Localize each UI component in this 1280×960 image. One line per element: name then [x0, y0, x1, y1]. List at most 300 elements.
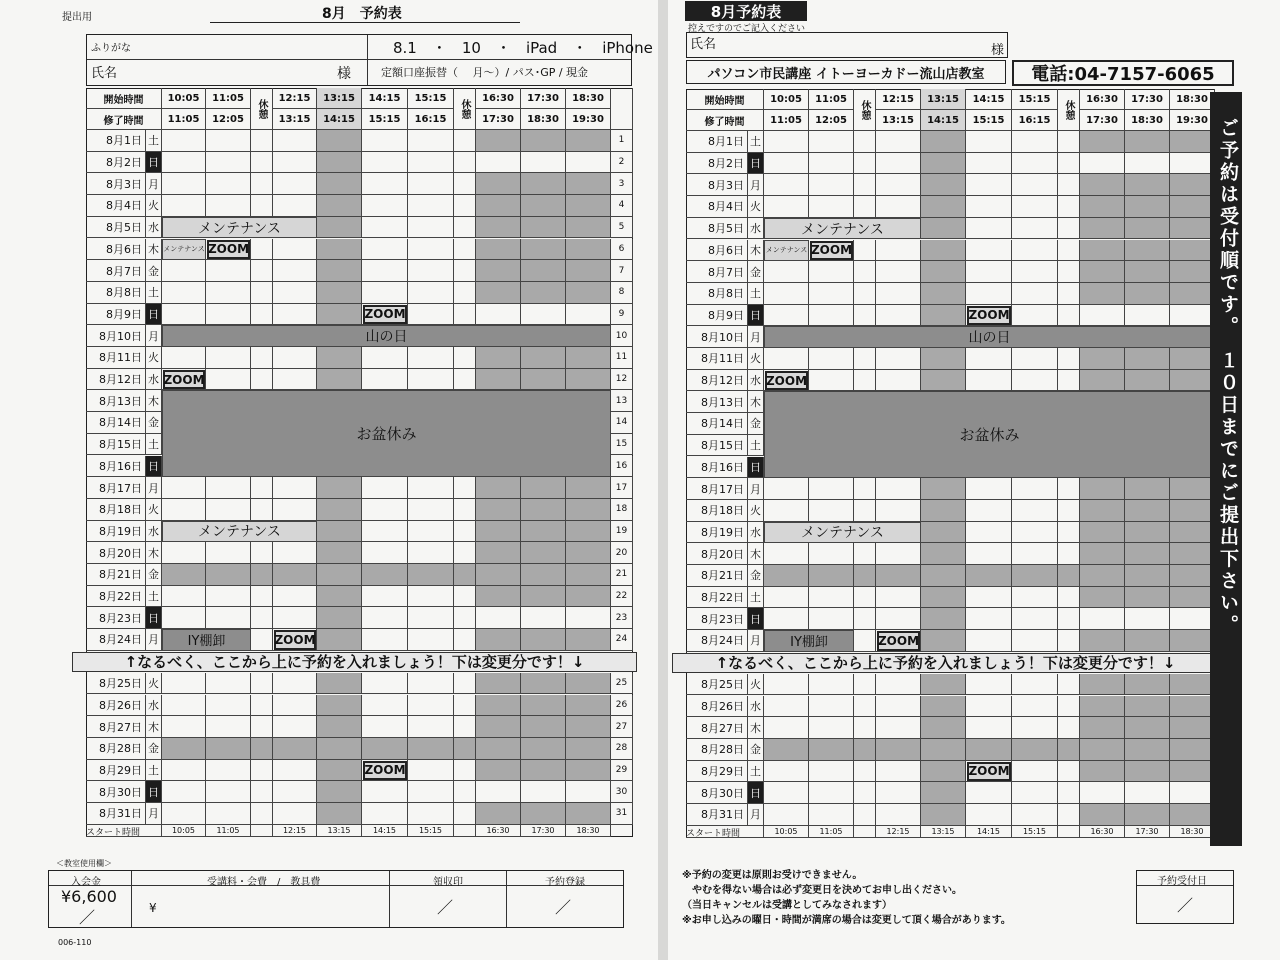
time-slot[interactable]	[521, 130, 566, 152]
time-slot[interactable]	[966, 370, 1012, 392]
time-slot[interactable]	[362, 195, 408, 217]
time-slot[interactable]	[1058, 478, 1080, 500]
time-slot[interactable]	[273, 738, 317, 760]
time-slot[interactable]	[206, 716, 251, 738]
time-slot[interactable]	[251, 477, 273, 499]
time-slot[interactable]	[1125, 478, 1170, 500]
time-slot[interactable]	[566, 781, 611, 803]
time-slot[interactable]	[521, 716, 566, 738]
time-slot[interactable]	[966, 153, 1012, 175]
time-slot[interactable]	[921, 739, 966, 761]
time-slot[interactable]	[876, 305, 921, 327]
time-slot[interactable]	[566, 695, 611, 717]
time-slot[interactable]	[876, 717, 921, 739]
time-slot[interactable]	[206, 673, 251, 695]
time-slot[interactable]	[521, 521, 566, 543]
time-slot[interactable]	[408, 586, 454, 608]
time-slot[interactable]	[876, 283, 921, 305]
time-slot[interactable]	[408, 781, 454, 803]
payment-options[interactable]: 定額口座振替（ 月～）/ パス･GP / 現金	[381, 66, 589, 79]
time-slot[interactable]	[1125, 283, 1170, 305]
time-slot[interactable]	[566, 217, 611, 239]
time-slot[interactable]	[809, 674, 854, 696]
time-slot[interactable]	[476, 304, 521, 326]
time-slot[interactable]	[162, 304, 206, 326]
time-slot[interactable]	[921, 565, 966, 587]
time-slot[interactable]	[362, 738, 408, 760]
time-slot[interactable]	[408, 564, 454, 586]
time-slot[interactable]	[1125, 153, 1170, 175]
time-slot[interactable]	[809, 478, 854, 500]
time-slot[interactable]	[206, 369, 251, 391]
zoom-badge[interactable]: ZOOM	[363, 305, 407, 325]
time-slot[interactable]	[966, 608, 1012, 630]
time-slot[interactable]	[1125, 608, 1170, 630]
time-slot[interactable]	[408, 499, 454, 521]
time-slot[interactable]	[854, 761, 876, 783]
time-slot[interactable]	[809, 283, 854, 305]
time-slot[interactable]	[206, 152, 251, 174]
time-slot[interactable]	[1080, 674, 1125, 696]
time-slot[interactable]	[408, 803, 454, 825]
time-slot[interactable]	[566, 477, 611, 499]
time-slot[interactable]	[251, 803, 273, 825]
time-slot[interactable]	[251, 542, 273, 564]
time-slot[interactable]	[273, 304, 317, 326]
time-slot[interactable]	[454, 217, 476, 239]
time-slot[interactable]	[1170, 782, 1215, 804]
time-slot[interactable]	[966, 261, 1012, 283]
time-slot[interactable]	[476, 521, 521, 543]
time-slot[interactable]	[1080, 240, 1125, 262]
time-slot[interactable]	[1170, 804, 1215, 826]
time-slot[interactable]	[476, 673, 521, 695]
time-slot[interactable]	[1125, 804, 1170, 826]
time-slot[interactable]	[408, 738, 454, 760]
time-slot[interactable]	[921, 261, 966, 283]
time-slot[interactable]	[876, 240, 921, 262]
time-slot[interactable]	[921, 500, 966, 522]
time-slot[interactable]	[362, 607, 408, 629]
time-slot[interactable]	[454, 716, 476, 738]
time-slot[interactable]	[317, 130, 362, 152]
time-slot[interactable]	[809, 761, 854, 783]
time-slot[interactable]	[921, 696, 966, 718]
time-slot[interactable]	[476, 760, 521, 782]
time-slot[interactable]	[454, 738, 476, 760]
time-slot[interactable]	[921, 218, 966, 240]
time-slot[interactable]	[476, 629, 521, 651]
time-slot[interactable]	[1125, 305, 1170, 327]
time-slot[interactable]	[1080, 782, 1125, 804]
time-slot[interactable]	[921, 348, 966, 370]
time-slot[interactable]	[454, 521, 476, 543]
time-slot[interactable]	[1058, 522, 1080, 544]
time-slot[interactable]	[206, 130, 251, 152]
time-slot[interactable]	[566, 260, 611, 282]
time-slot[interactable]	[1170, 522, 1215, 544]
time-slot[interactable]	[1170, 696, 1215, 718]
time-slot[interactable]	[966, 696, 1012, 718]
time-slot[interactable]	[273, 803, 317, 825]
time-slot[interactable]	[1012, 782, 1058, 804]
time-slot[interactable]	[566, 716, 611, 738]
time-slot[interactable]	[317, 195, 362, 217]
time-slot[interactable]	[1125, 761, 1170, 783]
time-slot[interactable]	[1058, 696, 1080, 718]
time-slot[interactable]	[1012, 283, 1058, 305]
time-slot[interactable]	[454, 477, 476, 499]
time-slot[interactable]	[1012, 630, 1058, 652]
time-slot[interactable]	[1012, 739, 1058, 761]
time-slot[interactable]	[566, 586, 611, 608]
time-slot[interactable]	[162, 607, 206, 629]
time-slot[interactable]	[273, 347, 317, 369]
time-slot[interactable]	[764, 153, 809, 175]
time-slot[interactable]	[162, 564, 206, 586]
time-slot[interactable]	[764, 674, 809, 696]
time-slot[interactable]	[1012, 696, 1058, 718]
time-slot[interactable]	[476, 542, 521, 564]
time-slot[interactable]	[162, 673, 206, 695]
time-slot[interactable]	[854, 630, 876, 652]
time-slot[interactable]	[921, 804, 966, 826]
time-slot[interactable]	[476, 260, 521, 282]
time-slot[interactable]	[273, 152, 317, 174]
time-slot[interactable]	[1080, 608, 1125, 630]
time-slot[interactable]	[1058, 630, 1080, 652]
time-slot[interactable]	[921, 283, 966, 305]
time-slot[interactable]	[251, 716, 273, 738]
time-slot[interactable]	[251, 695, 273, 717]
time-slot[interactable]	[809, 717, 854, 739]
time-slot[interactable]	[1080, 587, 1125, 609]
time-slot[interactable]	[876, 261, 921, 283]
time-slot[interactable]	[206, 695, 251, 717]
time-slot[interactable]	[1125, 630, 1170, 652]
time-slot[interactable]	[317, 629, 362, 651]
time-slot[interactable]	[809, 370, 854, 392]
time-slot[interactable]	[764, 608, 809, 630]
time-slot[interactable]	[854, 370, 876, 392]
time-slot[interactable]	[764, 305, 809, 327]
time-slot[interactable]	[317, 673, 362, 695]
time-slot[interactable]	[521, 347, 566, 369]
zoom-badge[interactable]: ZOOM	[207, 240, 250, 260]
time-slot[interactable]	[1125, 587, 1170, 609]
time-slot[interactable]	[764, 782, 809, 804]
time-slot[interactable]	[1080, 153, 1125, 175]
time-slot[interactable]	[876, 196, 921, 218]
time-slot[interactable]	[566, 195, 611, 217]
time-slot[interactable]	[921, 782, 966, 804]
time-slot[interactable]	[1012, 587, 1058, 609]
time-slot[interactable]	[1170, 500, 1215, 522]
time-slot[interactable]	[273, 564, 317, 586]
time-slot[interactable]	[1058, 348, 1080, 370]
time-slot[interactable]	[521, 607, 566, 629]
time-slot[interactable]	[317, 347, 362, 369]
time-slot[interactable]	[251, 239, 273, 261]
time-slot[interactable]	[1125, 240, 1170, 262]
time-slot[interactable]	[362, 542, 408, 564]
time-slot[interactable]	[408, 542, 454, 564]
time-slot[interactable]	[408, 695, 454, 717]
time-slot[interactable]	[521, 738, 566, 760]
zoom-badge[interactable]: ZOOM	[163, 370, 205, 390]
time-slot[interactable]	[476, 369, 521, 391]
time-slot[interactable]	[876, 739, 921, 761]
time-slot[interactable]	[921, 522, 966, 544]
time-slot[interactable]	[1170, 717, 1215, 739]
time-slot[interactable]	[1080, 565, 1125, 587]
time-slot[interactable]	[764, 500, 809, 522]
time-slot[interactable]	[1058, 543, 1080, 565]
time-slot[interactable]	[521, 239, 566, 261]
time-slot[interactable]	[454, 260, 476, 282]
time-slot[interactable]	[251, 173, 273, 195]
time-slot[interactable]	[476, 803, 521, 825]
time-slot[interactable]	[454, 152, 476, 174]
time-slot[interactable]	[966, 782, 1012, 804]
time-slot[interactable]	[273, 695, 317, 717]
time-slot[interactable]	[1012, 218, 1058, 240]
time-slot[interactable]	[1080, 804, 1125, 826]
time-slot[interactable]	[1012, 522, 1058, 544]
time-slot[interactable]	[206, 803, 251, 825]
time-slot[interactable]	[408, 217, 454, 239]
time-slot[interactable]	[317, 477, 362, 499]
time-slot[interactable]	[854, 240, 876, 262]
time-slot[interactable]	[876, 174, 921, 196]
time-slot[interactable]	[206, 586, 251, 608]
time-slot[interactable]	[251, 130, 273, 152]
time-slot[interactable]	[876, 370, 921, 392]
time-slot[interactable]	[921, 608, 966, 630]
time-slot[interactable]	[362, 369, 408, 391]
time-slot[interactable]	[1125, 218, 1170, 240]
time-slot[interactable]	[408, 607, 454, 629]
time-slot[interactable]	[764, 696, 809, 718]
time-slot[interactable]	[454, 499, 476, 521]
time-slot[interactable]	[206, 304, 251, 326]
time-slot[interactable]	[521, 760, 566, 782]
time-slot[interactable]	[521, 586, 566, 608]
time-slot[interactable]	[1012, 174, 1058, 196]
time-slot[interactable]	[476, 347, 521, 369]
time-slot[interactable]	[854, 674, 876, 696]
time-slot[interactable]	[162, 586, 206, 608]
zoom-badge[interactable]: ZOOM	[967, 762, 1011, 782]
time-slot[interactable]	[317, 716, 362, 738]
time-slot[interactable]	[1125, 565, 1170, 587]
time-slot[interactable]	[408, 477, 454, 499]
time-slot[interactable]	[317, 738, 362, 760]
time-slot[interactable]	[408, 369, 454, 391]
time-slot[interactable]	[876, 565, 921, 587]
time-slot[interactable]	[362, 152, 408, 174]
time-slot[interactable]	[566, 499, 611, 521]
time-slot[interactable]	[454, 282, 476, 304]
time-slot[interactable]	[206, 173, 251, 195]
time-slot[interactable]	[854, 565, 876, 587]
time-slot[interactable]	[521, 499, 566, 521]
time-slot[interactable]	[1058, 782, 1080, 804]
time-slot[interactable]	[273, 477, 317, 499]
time-slot[interactable]	[854, 696, 876, 718]
time-slot[interactable]	[764, 348, 809, 370]
time-slot[interactable]	[854, 174, 876, 196]
time-slot[interactable]	[251, 607, 273, 629]
time-slot[interactable]	[1080, 196, 1125, 218]
time-slot[interactable]	[162, 781, 206, 803]
time-slot[interactable]	[521, 152, 566, 174]
time-slot[interactable]	[1012, 153, 1058, 175]
time-slot[interactable]	[1170, 565, 1215, 587]
time-slot[interactable]	[362, 260, 408, 282]
time-slot[interactable]	[966, 739, 1012, 761]
time-slot[interactable]	[966, 174, 1012, 196]
time-slot[interactable]	[966, 717, 1012, 739]
time-slot[interactable]	[162, 477, 206, 499]
time-slot[interactable]	[876, 348, 921, 370]
time-slot[interactable]	[566, 629, 611, 651]
time-slot[interactable]	[566, 152, 611, 174]
time-slot[interactable]	[809, 305, 854, 327]
time-slot[interactable]	[408, 260, 454, 282]
time-slot[interactable]	[809, 782, 854, 804]
time-slot[interactable]	[966, 478, 1012, 500]
time-slot[interactable]	[206, 738, 251, 760]
time-slot[interactable]	[317, 760, 362, 782]
time-slot[interactable]	[1058, 283, 1080, 305]
time-slot[interactable]	[476, 239, 521, 261]
time-slot[interactable]	[1058, 370, 1080, 392]
time-slot[interactable]	[1125, 522, 1170, 544]
time-slot[interactable]	[1170, 739, 1215, 761]
time-slot[interactable]	[317, 282, 362, 304]
time-slot[interactable]	[454, 564, 476, 586]
time-slot[interactable]	[966, 587, 1012, 609]
time-slot[interactable]	[1058, 565, 1080, 587]
time-slot[interactable]	[1012, 478, 1058, 500]
time-slot[interactable]	[1080, 739, 1125, 761]
time-slot[interactable]	[809, 565, 854, 587]
time-slot[interactable]	[854, 739, 876, 761]
time-slot[interactable]	[809, 587, 854, 609]
time-slot[interactable]	[1012, 674, 1058, 696]
time-slot[interactable]	[854, 261, 876, 283]
time-slot[interactable]	[764, 283, 809, 305]
time-slot[interactable]	[566, 282, 611, 304]
time-slot[interactable]	[566, 173, 611, 195]
time-slot[interactable]	[876, 587, 921, 609]
time-slot[interactable]	[251, 738, 273, 760]
time-slot[interactable]	[1125, 196, 1170, 218]
course-options[interactable]: 8.1 ・ 10 ・ iPad ・ iPhone	[393, 39, 653, 57]
time-slot[interactable]	[251, 304, 273, 326]
zoom-badge[interactable]: ZOOM	[363, 761, 407, 781]
time-slot[interactable]	[854, 196, 876, 218]
time-slot[interactable]	[317, 499, 362, 521]
time-slot[interactable]	[273, 499, 317, 521]
time-slot[interactable]	[921, 174, 966, 196]
time-slot[interactable]	[454, 673, 476, 695]
time-slot[interactable]	[317, 586, 362, 608]
time-slot[interactable]	[1012, 761, 1058, 783]
time-slot[interactable]	[317, 803, 362, 825]
time-slot[interactable]	[1080, 348, 1125, 370]
time-slot[interactable]	[162, 347, 206, 369]
time-slot[interactable]	[1058, 240, 1080, 262]
time-slot[interactable]	[317, 369, 362, 391]
time-slot[interactable]	[1012, 196, 1058, 218]
time-slot[interactable]	[408, 130, 454, 152]
time-slot[interactable]	[408, 716, 454, 738]
time-slot[interactable]	[273, 260, 317, 282]
time-slot[interactable]	[1080, 174, 1125, 196]
time-slot[interactable]	[273, 716, 317, 738]
time-slot[interactable]	[317, 695, 362, 717]
time-slot[interactable]	[476, 217, 521, 239]
time-slot[interactable]	[876, 674, 921, 696]
time-slot[interactable]	[206, 760, 251, 782]
time-slot[interactable]	[1058, 608, 1080, 630]
time-slot[interactable]	[454, 586, 476, 608]
time-slot[interactable]	[764, 543, 809, 565]
time-slot[interactable]	[317, 781, 362, 803]
time-slot[interactable]	[966, 804, 1012, 826]
time-slot[interactable]	[1125, 674, 1170, 696]
time-slot[interactable]	[476, 173, 521, 195]
time-slot[interactable]	[764, 131, 809, 153]
zoom-badge[interactable]: ZOOM	[967, 306, 1011, 326]
time-slot[interactable]	[1080, 261, 1125, 283]
time-slot[interactable]	[1080, 500, 1125, 522]
time-slot[interactable]	[1080, 370, 1125, 392]
time-slot[interactable]	[162, 152, 206, 174]
time-slot[interactable]	[408, 282, 454, 304]
time-slot[interactable]	[454, 347, 476, 369]
time-slot[interactable]	[921, 240, 966, 262]
time-slot[interactable]	[1170, 153, 1215, 175]
time-slot[interactable]	[251, 629, 273, 651]
time-slot[interactable]	[206, 542, 251, 564]
time-slot[interactable]	[921, 543, 966, 565]
time-slot[interactable]	[317, 521, 362, 543]
time-slot[interactable]	[1170, 478, 1215, 500]
time-slot[interactable]	[809, 153, 854, 175]
time-slot[interactable]	[876, 608, 921, 630]
time-slot[interactable]	[764, 739, 809, 761]
time-slot[interactable]	[408, 347, 454, 369]
time-slot[interactable]	[251, 673, 273, 695]
time-slot[interactable]	[566, 564, 611, 586]
zoom-badge[interactable]: ZOOM	[810, 241, 853, 261]
time-slot[interactable]	[1170, 674, 1215, 696]
time-slot[interactable]	[162, 542, 206, 564]
time-slot[interactable]	[1125, 782, 1170, 804]
time-slot[interactable]	[273, 760, 317, 782]
time-slot[interactable]	[566, 673, 611, 695]
time-slot[interactable]	[1080, 630, 1125, 652]
time-slot[interactable]	[1058, 153, 1080, 175]
time-slot[interactable]	[408, 195, 454, 217]
time-slot[interactable]	[809, 500, 854, 522]
time-slot[interactable]	[1170, 543, 1215, 565]
time-slot[interactable]	[1080, 717, 1125, 739]
time-slot[interactable]	[921, 305, 966, 327]
